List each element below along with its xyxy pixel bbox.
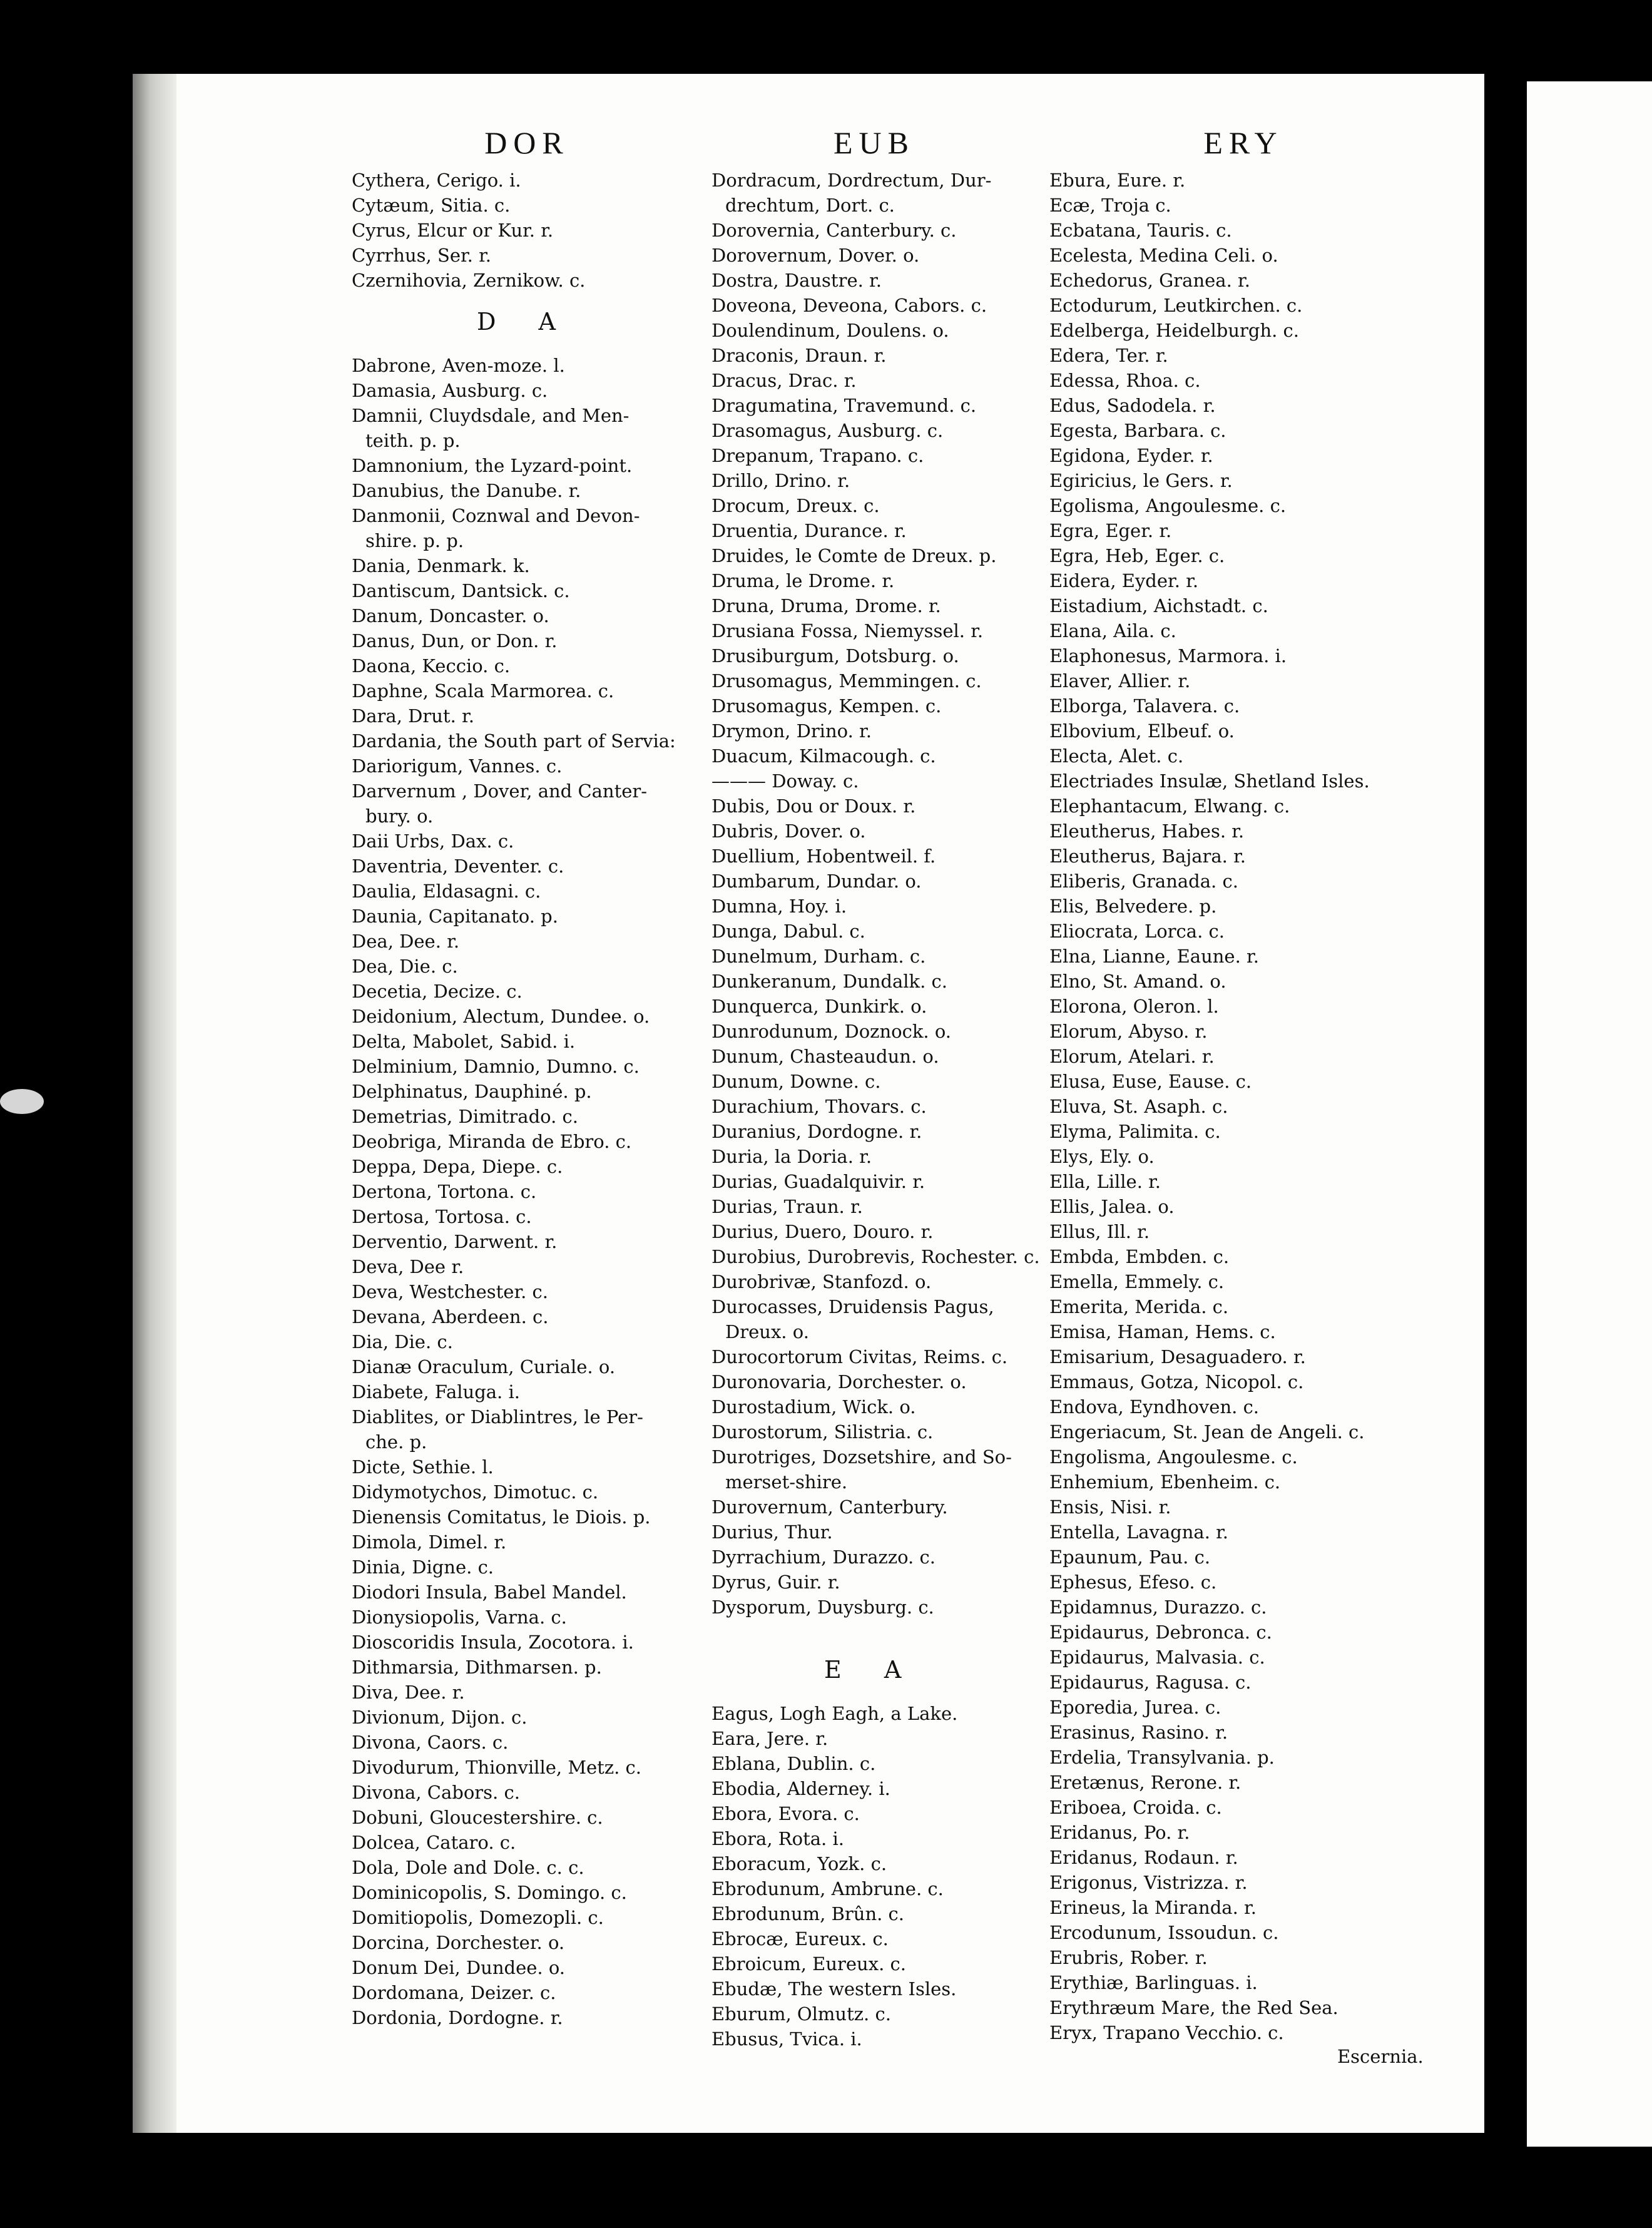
dictionary-entry: Dubris, Dover. o.	[711, 820, 866, 842]
dictionary-entry: Dostra, Daustre. r.	[711, 270, 882, 291]
dictionary-entry: Dianæ Oraculum, Curiale. o.	[352, 1356, 616, 1377]
dictionary-entry: Eridanus, Po. r.	[1049, 1822, 1190, 1843]
dictionary-entry: Daventria, Deventer. c.	[352, 856, 564, 877]
dictionary-entry: Danmonii, Coznwal and Devon-	[352, 505, 640, 526]
dictionary-entry: Dantiscum, Dantsick. c.	[352, 580, 570, 601]
entry-list	[1049, 168, 1484, 2045]
dictionary-entry: Elaver, Allier. r.	[1049, 670, 1191, 692]
dictionary-entry: Daphne, Scala Marmorea. c.	[352, 680, 614, 702]
dictionary-entry: Edera, Ter. r.	[1049, 345, 1168, 366]
dictionary-entry: Ecbatana, Tauris. c.	[1049, 220, 1232, 241]
dictionary-entry: Ectodurum, Leutkirchen. c.	[1049, 295, 1303, 316]
entry-continuation: shire. p. p.	[365, 530, 464, 551]
dictionary-entry: Durius, Duero, Douro. r.	[711, 1221, 934, 1242]
dictionary-entry: Erasinus, Rasino. r.	[1049, 1722, 1228, 1743]
dictionary-entry: Durostorum, Silistria. c.	[711, 1421, 934, 1443]
dictionary-entry: Ensis, Nisi. r.	[1049, 1496, 1171, 1518]
dictionary-entry: Dorcina, Dorchester. o.	[352, 1932, 565, 1953]
dictionary-entry: Epidaurus, Debronca. c.	[1049, 1622, 1272, 1643]
dictionary-entry: Durostadium, Wick. o.	[711, 1396, 916, 1418]
dictionary-entry: Dubis, Dou or Doux. r.	[711, 795, 916, 817]
dictionary-entry: Duacum, Kilmacough. c.	[711, 745, 936, 767]
dictionary-entry: Dunelmum, Durham. c.	[711, 946, 926, 967]
dictionary-entry: Ebusus, Tvica. i.	[711, 2028, 862, 2050]
dictionary-entry: Endova, Eyndhoven. c.	[1049, 1396, 1260, 1418]
dictionary-entry: Eidera, Eyder. r.	[1049, 570, 1199, 591]
dictionary-entry: Eboracum, Yozk. c.	[711, 1853, 887, 1874]
dictionary-entry: Echedorus, Granea. r.	[1049, 270, 1250, 291]
dictionary-entry: Electa, Alet. c.	[1049, 745, 1184, 767]
dictionary-entry: Epidaurus, Ragusa. c.	[1049, 1672, 1252, 1693]
dictionary-entry: Elorona, Oleron. l.	[1049, 996, 1219, 1017]
dictionary-entry: Dioscoridis Insula, Zocotora. i.	[352, 1632, 634, 1653]
dictionary-entry: Ebroicum, Eureux. c.	[711, 1953, 906, 1975]
dictionary-entry: Eistadium, Aichstadt. c.	[1049, 595, 1268, 616]
dictionary-entry: Deidonium, Alectum, Dundee. o.	[352, 1006, 650, 1027]
dictionary-entry: Ebora, Evora. c.	[711, 1803, 860, 1824]
dictionary-entry: Ebora, Rota. i.	[711, 1828, 844, 1849]
dictionary-entry: Dordonia, Dordogne. r.	[352, 2007, 563, 2028]
dictionary-entry: Egolisma, Angoulesme. c.	[1049, 495, 1287, 516]
dictionary-entry: Egesta, Barbara. c.	[1049, 420, 1226, 441]
dictionary-entry: Cyrus, Elcur or Kur. r.	[352, 220, 554, 241]
dictionary-entry: Druna, Druma, Drome. r.	[711, 595, 941, 616]
dictionary-entry: Durias, Traun. r.	[711, 1196, 863, 1217]
dictionary-entry: Cyrrhus, Ser. r.	[352, 245, 492, 266]
running-header: DOR	[484, 125, 569, 160]
dictionary-entry: Edelberga, Heidelburgh. c.	[1049, 320, 1300, 341]
dictionary-entry: Elorum, Atelari. r.	[1049, 1046, 1215, 1067]
dictionary-entry: Dunkeranum, Dundalk. c.	[711, 971, 947, 992]
dictionary-entry: Duria, la Doria. r.	[711, 1146, 872, 1167]
book-page	[133, 74, 1484, 2133]
dictionary-entry: Durovernum, Canterbury.	[711, 1496, 948, 1518]
dictionary-entry: Dumna, Hoy. i.	[711, 896, 847, 917]
next-page-edge	[1527, 81, 1652, 2147]
dictionary-entry: Erubris, Rober. r.	[1049, 1947, 1208, 1968]
dictionary-entry: Dia, Die. c.	[352, 1331, 453, 1352]
dictionary-entry: Erigonus, Vistrizza. r.	[1049, 1872, 1248, 1893]
dictionary-entry: Egra, Heb, Eger. c.	[1049, 545, 1225, 566]
dictionary-entry: Dea, Dee. r.	[352, 931, 460, 952]
dictionary-entry: Dyrus, Guir. r.	[711, 1571, 840, 1593]
dictionary-entry: Devana, Aberdeen. c.	[352, 1306, 549, 1327]
dictionary-entry: Druma, le Drome. r.	[711, 570, 895, 591]
section-heading: E A	[824, 1656, 919, 1684]
dictionary-entry: Drillo, Drino. r.	[711, 470, 850, 491]
dictionary-entry: Dysporum, Duysburg. c.	[711, 1597, 934, 1618]
dictionary-entry: Cythera, Cerigo. i.	[352, 170, 521, 191]
dictionary-entry: Drymon, Drino. r.	[711, 720, 872, 742]
dictionary-entry: Electriades Insulæ, Shetland Isles.	[1049, 770, 1370, 792]
dictionary-entry: Dionysiopolis, Varna. c.	[352, 1607, 567, 1628]
entry-continuation: merset-shire.	[725, 1471, 848, 1493]
dictionary-entry: Durocortorum Civitas, Reims. c.	[711, 1346, 1008, 1367]
dictionary-entry: Ecæ, Troja c.	[1049, 195, 1171, 216]
dictionary-entry: Eryx, Trapano Vecchio. c.	[1049, 2022, 1284, 2043]
column-3	[1049, 125, 1484, 2045]
running-header: EUB	[834, 125, 915, 160]
dictionary-entry: Ella, Lille. r.	[1049, 1171, 1161, 1192]
dictionary-entry: Deva, Westchester. c.	[352, 1281, 549, 1302]
dictionary-entry: Didymotychos, Dimotuc. c.	[352, 1481, 599, 1503]
dictionary-entry: Daona, Keccio. c.	[352, 655, 511, 677]
dictionary-entry: Engeriacum, St. Jean de Angeli. c.	[1049, 1421, 1365, 1443]
dictionary-entry: Elaphonesus, Marmora. i.	[1049, 645, 1287, 667]
dictionary-entry: Elbovium, Elbeuf. o.	[1049, 720, 1235, 742]
dictionary-entry: Ebudæ, The western Isles.	[711, 1978, 957, 2000]
dictionary-entry: Ellus, Ill. r.	[1049, 1221, 1150, 1242]
dictionary-entry: Edus, Sadodela. r.	[1049, 395, 1216, 416]
dictionary-entry: Elborga, Talavera. c.	[1049, 695, 1240, 717]
dictionary-entry: Elyma, Palimita. c.	[1049, 1121, 1221, 1142]
dictionary-entry: Diabete, Faluga. i.	[352, 1381, 520, 1403]
dictionary-entry: Dardania, the South part of Servia:	[352, 730, 676, 752]
dictionary-entry: Elusa, Euse, Eause. c.	[1049, 1071, 1252, 1092]
dictionary-entry: Divionum, Dijon. c.	[352, 1707, 528, 1728]
dictionary-entry: Drusomagus, Kempen. c.	[711, 695, 942, 717]
dictionary-entry: Eleutherus, Bajara. r.	[1049, 846, 1247, 867]
dictionary-entry: Elys, Ely. o.	[1049, 1146, 1155, 1167]
dictionary-entry: Damnonium, the Lyzard-point.	[352, 455, 633, 476]
dictionary-entry: Durobrivæ, Stanfozd. o.	[711, 1271, 932, 1292]
dictionary-entry: Dertona, Tortona. c.	[352, 1181, 537, 1202]
dictionary-entry: Dabrone, Aven-moze. l.	[352, 355, 565, 376]
dictionary-entry: Dumbarum, Dundar. o.	[711, 871, 922, 892]
dictionary-entry: Erythiæ, Barlinguas. i.	[1049, 1972, 1258, 1993]
dictionary-entry: Danum, Doncaster. o.	[352, 605, 549, 626]
dictionary-entry: Danubius, the Danube. r.	[352, 480, 581, 501]
dictionary-entry: ——— Doway. c.	[711, 770, 859, 792]
dictionary-entry: Daii Urbs, Dax. c.	[352, 830, 514, 852]
dictionary-entry: Darvernum , Dover, and Canter-	[352, 780, 648, 802]
dictionary-entry: Cytæum, Sitia. c.	[352, 195, 511, 216]
dictionary-entry: Entella, Lavagna. r.	[1049, 1521, 1229, 1543]
dictionary-entry: Delphinatus, Dauphiné. p.	[352, 1081, 592, 1102]
dictionary-entry: Durotriges, Dozsetshire, and So-	[711, 1446, 1012, 1468]
dictionary-entry: Diablites, or Diablintres, le Per-	[352, 1406, 643, 1428]
dictionary-entry: Deva, Dee r.	[352, 1256, 464, 1277]
dictionary-entry: Ebrodunum, Brûn. c.	[711, 1903, 905, 1924]
dictionary-entry: Dominicopolis, S. Domingo. c.	[352, 1882, 627, 1903]
dictionary-entry: Eara, Jere. r.	[711, 1728, 829, 1749]
dictionary-entry: Ebrocæ, Eureux. c.	[711, 1928, 889, 1949]
dictionary-entry: Engolisma, Angoulesme. c.	[1049, 1446, 1298, 1468]
dictionary-entry: Eridanus, Rodaun. r.	[1049, 1847, 1238, 1868]
dictionary-entry: Eliberis, Granada. c.	[1049, 871, 1238, 892]
dictionary-entry: Diva, Dee. r.	[352, 1682, 465, 1703]
dictionary-entry: Eagus, Logh Eagh, a Lake.	[711, 1703, 958, 1724]
dictionary-entry: Daunia, Capitanato. p.	[352, 906, 558, 927]
dictionary-entry: Ercodunum, Issoudun. c.	[1049, 1922, 1279, 1943]
dictionary-entry: Eliocrata, Lorca. c.	[1049, 921, 1225, 942]
dictionary-entry: Draconis, Draun. r.	[711, 345, 887, 366]
dictionary-entry: Divona, Caors. c.	[352, 1732, 509, 1753]
dictionary-entry: Dola, Dole and Dole. c. c.	[352, 1857, 584, 1878]
dictionary-entry: Dicte, Sethie. l.	[352, 1456, 494, 1478]
dictionary-entry: Emerita, Merida. c.	[1049, 1296, 1229, 1317]
dictionary-entry: Eleutherus, Habes. r.	[1049, 820, 1245, 842]
dictionary-entry: Eburum, Olmutz. c.	[711, 2003, 891, 2025]
entry-continuation: che. p.	[365, 1431, 427, 1453]
dictionary-entry: Dithmarsia, Dithmarsen. p.	[352, 1657, 602, 1678]
dictionary-entry: Damnii, Cluydsdale, and Men-	[352, 405, 630, 426]
dictionary-entry: Doveona, Deveona, Cabors. c.	[711, 295, 987, 316]
dictionary-entry: Deppa, Depa, Diepe. c.	[352, 1156, 563, 1177]
dictionary-entry: Drusiburgum, Dotsburg. o.	[711, 645, 959, 667]
dictionary-entry: Erineus, la Miranda. r.	[1049, 1897, 1257, 1918]
dictionary-entry: Eretænus, Rerone. r.	[1049, 1772, 1242, 1793]
dictionary-entry: Enhemium, Ebenheim. c.	[1049, 1471, 1281, 1493]
dictionary-entry: Epidamnus, Durazzo. c.	[1049, 1597, 1267, 1618]
dictionary-entry: Domitiopolis, Domezopli. c.	[352, 1907, 604, 1928]
dictionary-entry: Embda, Embden. c.	[1049, 1246, 1230, 1267]
dictionary-entry: Durobius, Durobrevis, Rochester. c.	[711, 1246, 1040, 1267]
dictionary-entry: Dunquerca, Dunkirk. o.	[711, 996, 927, 1017]
dictionary-entry: Eluva, St. Asaph. c.	[1049, 1096, 1228, 1117]
dictionary-entry: Durius, Thur.	[711, 1521, 833, 1543]
dictionary-entry: Drusomagus, Memmingen. c.	[711, 670, 982, 692]
dictionary-entry: Dordomana, Deizer. c.	[352, 1982, 556, 2003]
entry-continuation: drechtum, Dort. c.	[725, 195, 895, 216]
dictionary-entry: Czernihovia, Zernikow. c.	[352, 270, 586, 291]
dictionary-entry: Ellis, Jalea. o.	[1049, 1196, 1175, 1217]
dictionary-entry: Danus, Dun, or Don. r.	[352, 630, 558, 652]
dictionary-entry: Dunum, Chasteaudun. o.	[711, 1046, 939, 1067]
dictionary-entry: Dimola, Dimel. r.	[352, 1531, 507, 1553]
dictionary-entry: Durachium, Thovars. c.	[711, 1096, 927, 1117]
dictionary-entry: Eriboea, Croida. c.	[1049, 1797, 1222, 1818]
running-header: ERY	[1203, 125, 1283, 160]
dictionary-entry: Druentia, Durance. r.	[711, 520, 907, 541]
dictionary-entry: Dorovernia, Canterbury. c.	[711, 220, 957, 241]
dictionary-entry: Elorum, Abyso. r.	[1049, 1021, 1208, 1042]
dictionary-entry: Durocasses, Druidensis Pagus,	[711, 1296, 994, 1317]
dictionary-entry: Eporedia, Jurea. c.	[1049, 1697, 1221, 1718]
dictionary-entry: Emmaus, Gotza, Nicopol. c.	[1049, 1371, 1304, 1392]
entry-continuation: Dreux. o.	[725, 1321, 809, 1342]
dictionary-entry: Dolcea, Cataro. c.	[352, 1832, 516, 1853]
dictionary-entry: Dania, Denmark. k.	[352, 555, 530, 576]
dictionary-entry: Drasomagus, Ausburg. c.	[711, 420, 944, 441]
dictionary-entry: Dragumatina, Travemund. c.	[711, 395, 977, 416]
dictionary-entry: Decetia, Decize. c.	[352, 981, 523, 1002]
catchword: Escernia.	[1337, 2046, 1424, 2067]
dictionary-entry: Dienensis Comitatus, le Diois. p.	[352, 1506, 651, 1528]
dictionary-entry: Dariorigum, Vannes. c.	[352, 755, 563, 777]
dictionary-entry: Deobriga, Miranda de Ebro. c.	[352, 1131, 632, 1152]
dictionary-entry: Drocum, Dreux. c.	[711, 495, 880, 516]
dictionary-entry: Emisarium, Desaguadero. r.	[1049, 1346, 1306, 1367]
dictionary-entry: Dunrodunum, Doznock. o.	[711, 1021, 952, 1042]
dictionary-entry: Delta, Mabolet, Sabid. i.	[352, 1031, 576, 1052]
dictionary-entry: Divodurum, Thionville, Metz. c.	[352, 1757, 642, 1778]
dictionary-entry: Erythræum Mare, the Red Sea.	[1049, 1997, 1338, 2018]
dictionary-entry: Donum Dei, Dundee. o.	[352, 1957, 566, 1978]
dictionary-entry: Dordracum, Dordrectum, Dur-	[711, 170, 992, 191]
dictionary-entry: Duranius, Dordogne. r.	[711, 1121, 922, 1142]
dictionary-entry: Dracus, Drac. r.	[711, 370, 857, 391]
dictionary-entry: Dunga, Dabul. c.	[711, 921, 865, 942]
dictionary-entry: Druides, le Comte de Dreux. p.	[711, 545, 997, 566]
dictionary-entry: Dobuni, Gloucestershire. c.	[352, 1807, 603, 1828]
dictionary-entry: Emisa, Haman, Hems. c.	[1049, 1321, 1276, 1342]
dictionary-entry: Ebura, Eure. r.	[1049, 170, 1186, 191]
dictionary-entry: Egidona, Eyder. r.	[1049, 445, 1213, 466]
dictionary-entry: Dinia, Digne. c.	[352, 1556, 494, 1578]
dictionary-entry: Epaunum, Pau. c.	[1049, 1546, 1211, 1568]
dictionary-entry: Dea, Die. c.	[352, 956, 458, 977]
dictionary-entry: Ebodia, Alderney. i.	[711, 1778, 890, 1799]
dictionary-entry: Dyrrachium, Durazzo. c.	[711, 1546, 936, 1568]
dictionary-entry: Egiricius, le Gers. r.	[1049, 470, 1233, 491]
dictionary-entry: Duronovaria, Dorchester. o.	[711, 1371, 967, 1392]
dictionary-entry: Dorovernum, Dover. o.	[711, 245, 920, 266]
entry-continuation: bury. o.	[365, 805, 434, 827]
dictionary-entry: Divona, Cabors. c.	[352, 1782, 520, 1803]
dictionary-entry: Damasia, Ausburg. c.	[352, 380, 548, 401]
dictionary-entry: Ecelesta, Medina Celi. o.	[1049, 245, 1278, 266]
dictionary-entry: Elephantacum, Elwang. c.	[1049, 795, 1290, 817]
dictionary-entry: Dunum, Downe. c.	[711, 1071, 881, 1092]
dictionary-entry: Elis, Belvedere. p.	[1049, 896, 1217, 917]
dictionary-entry: Derventio, Darwent. r.	[352, 1231, 558, 1252]
dictionary-entry: Epidaurus, Malvasia. c.	[1049, 1647, 1265, 1668]
section-heading: D A	[477, 308, 573, 335]
dictionary-entry: Elno, St. Amand. o.	[1049, 971, 1226, 992]
dictionary-entry: Durias, Guadalquivir. r.	[711, 1171, 925, 1192]
dictionary-entry: Daulia, Eldasagni. c.	[352, 881, 541, 902]
dictionary-entry: Doulendinum, Doulens. o.	[711, 320, 949, 341]
dictionary-entry: Duellium, Hobentweil. f.	[711, 846, 936, 867]
dictionary-entry: Demetrias, Dimitrado. c.	[352, 1106, 578, 1127]
dictionary-entry: Delminium, Damnio, Dumno. c.	[352, 1056, 640, 1077]
scan-speck	[0, 1089, 44, 1114]
dictionary-entry: Elna, Lianne, Eaune. r.	[1049, 946, 1259, 967]
dictionary-entry: Edessa, Rhoa. c.	[1049, 370, 1201, 391]
dictionary-entry: Drepanum, Trapano. c.	[711, 445, 924, 466]
dictionary-entry: Dertosa, Tortosa. c.	[352, 1206, 532, 1227]
dictionary-entry: Ebrodunum, Ambrune. c.	[711, 1878, 944, 1899]
dictionary-entry: Ephesus, Efeso. c.	[1049, 1571, 1217, 1593]
dictionary-entry: Eblana, Dublin. c.	[711, 1753, 876, 1774]
dictionary-entry: Emella, Emmely. c.	[1049, 1271, 1225, 1292]
dictionary-entry: Diodori Insula, Babel Mandel.	[352, 1582, 627, 1603]
entry-continuation: teith. p. p.	[365, 430, 461, 451]
dictionary-entry: Dara, Drut. r.	[352, 705, 474, 727]
dictionary-entry: Elana, Aila. c.	[1049, 620, 1176, 641]
page-spine-shadow	[133, 74, 176, 2133]
dictionary-entry: Drusiana Fossa, Niemyssel. r.	[711, 620, 984, 641]
dictionary-entry: Egra, Eger. r.	[1049, 520, 1172, 541]
dictionary-entry: Erdelia, Transylvania. p.	[1049, 1747, 1275, 1768]
